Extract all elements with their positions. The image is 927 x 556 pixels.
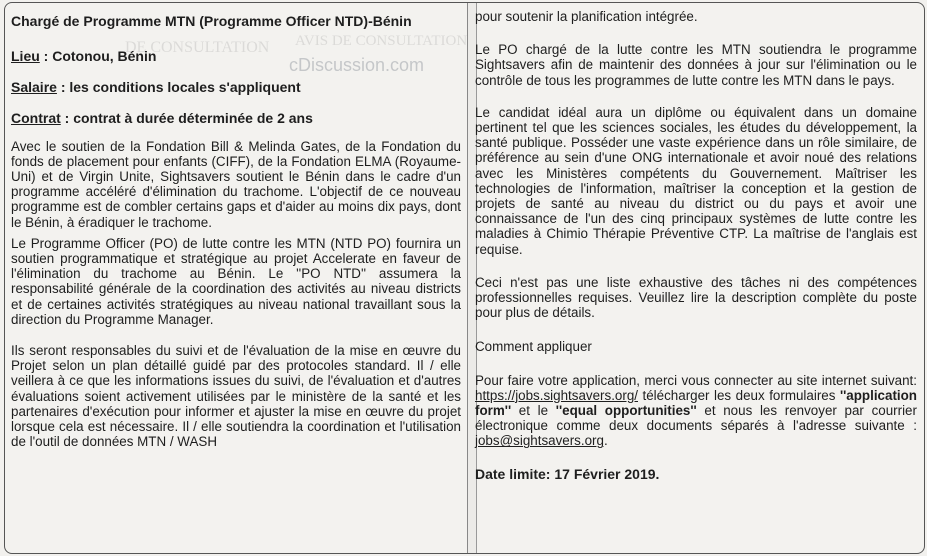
newspaper-clipping	[4, 2, 925, 554]
salary-line	[11, 80, 461, 95]
apply-text-4: et nous les renvoyer par courrier électronique comme deux documents séparés à l'adresse suivante :	[475, 403, 917, 434]
left-column	[11, 3, 461, 449]
background-bleed-text-2: DE CONSULTATION	[125, 39, 270, 56]
paragraph-continuation: pour soutenir la planification intégrée.	[475, 9, 698, 24]
equal-opportunities-form-name: ''equal opportunities''	[555, 403, 697, 419]
paragraph-context: Avec le soutien de la Fondation Bill & Melinda Gates, de la Fondation du fonds de placement pour enfants (CIFF), de la Fondation ELMA (Royaume-Uni) et de Virgin Unite, Sightsavers soutient le Bénin dans le cadre d'un programme accéléré d'élimination du trachome. L'objectif de ce nouveau programme est de combler certains gaps et d'aider au moins dix pays, dont le Bénin, à éradiquer le trachome.	[11, 138, 461, 230]
paragraph-data-maintenance: Le PO chargé de la lutte contre les MTN soutiendra le programme Sightsavers afin de maintenir des données à jour sur l'élimination ou le contrôle de tous les programmes de lutte contre les MTN dans le pays.	[475, 42, 917, 88]
paragraph-ideal-candidate: Le candidat idéal aura un diplôme ou équivalent dans un domaine pertinent tel que les sciences sociales, les études du développement, la santé publique. Posséder une vaste expérience dans un rôle similaire, de préférence au sein d'une ONG internationale et avoir noué des relations avec les Ministères compétents du Gouvernement. Maîtriser les technologies de l'information, maîtriser la conception et la gestion de projets de santé au niveau du district ou du pays et avoir une connaissance de l'un des cinq principaux systèmes de lutte contre les maladies à Chimio Thérapie Préventive CTP. La maîtrise de l'anglais est requise.	[475, 104, 917, 257]
salary-value: : les conditions locales s'appliquent	[56, 79, 301, 96]
right-column	[475, 9, 917, 482]
location-line	[11, 49, 461, 64]
contract-label: Contrat	[11, 110, 61, 127]
apply-heading: Comment appliquer	[475, 339, 592, 355]
background-bleed-text: AVIS DE CONSULTATION	[295, 33, 468, 49]
paragraph-role: Le Programme Officer (PO) de lutte contre les MTN (NTD PO) fournira un soutien programmatique et stratégique au projet Accelerate en faveur de l'élimination du trachome au Bénin. Le ''PO NTD'' assumera la responsabilité générale de la coordination des activités au niveau districts et de certaines activités stratégiques au niveau national travaillant sous la direction du Programme Manager.	[11, 235, 461, 327]
apply-text-3: et le	[511, 403, 556, 419]
apply-instructions	[475, 373, 917, 449]
application-form-name: ''application form''	[475, 387, 917, 419]
watermark: cDiscussion.com	[289, 55, 425, 75]
apply-text-2: télécharger les deux formulaires	[638, 387, 840, 403]
email-link[interactable]: jobs@sightsavers.org	[475, 433, 604, 449]
salary-label: Salaire	[11, 79, 57, 96]
location-label: Lieu	[11, 48, 40, 64]
apply-text-1: Pour faire votre application, merci vous connecter au site internet suivant:	[475, 372, 917, 388]
deadline: Date limite: 17 Février 2019.	[475, 465, 660, 482]
paragraph-responsibilities: Ils seront responsables du suivi et de l'évaluation de la mise en œuvre du Projet selon un plan détaillé guidé par des protocoles standard. Il / elle veillera à ce que les informations issues du suivi, de l'évaluation et d'autres évaluations soient activement utilisées par le ministère de la santé et les partenaires d'exécution pour informer et ajuster la mise en œuvre du projet lorsque cela est nécessaire. Il / elle soutiendra la coordination et l'utilisation de l'outil de données MTN / WASH	[11, 343, 461, 450]
job-title: Chargé de Programme MTN (Programme Officer NTD)-Bénin	[11, 13, 412, 29]
paragraph-disclaimer: Ceci n'est pas une liste exhaustive des tâches ni des compétences professionnelles requises. Veuillez lire la description complète du poste pour plus de détails.	[475, 274, 917, 321]
apply-text-5: .	[603, 433, 608, 449]
location-value: : Cotonou, Bénin	[39, 48, 157, 64]
jobs-url-link[interactable]: https://jobs.sightsavers.org/	[475, 387, 638, 403]
contract-value: : contrat à durée déterminée de 2 ans	[60, 110, 313, 127]
contract-line	[11, 111, 461, 126]
